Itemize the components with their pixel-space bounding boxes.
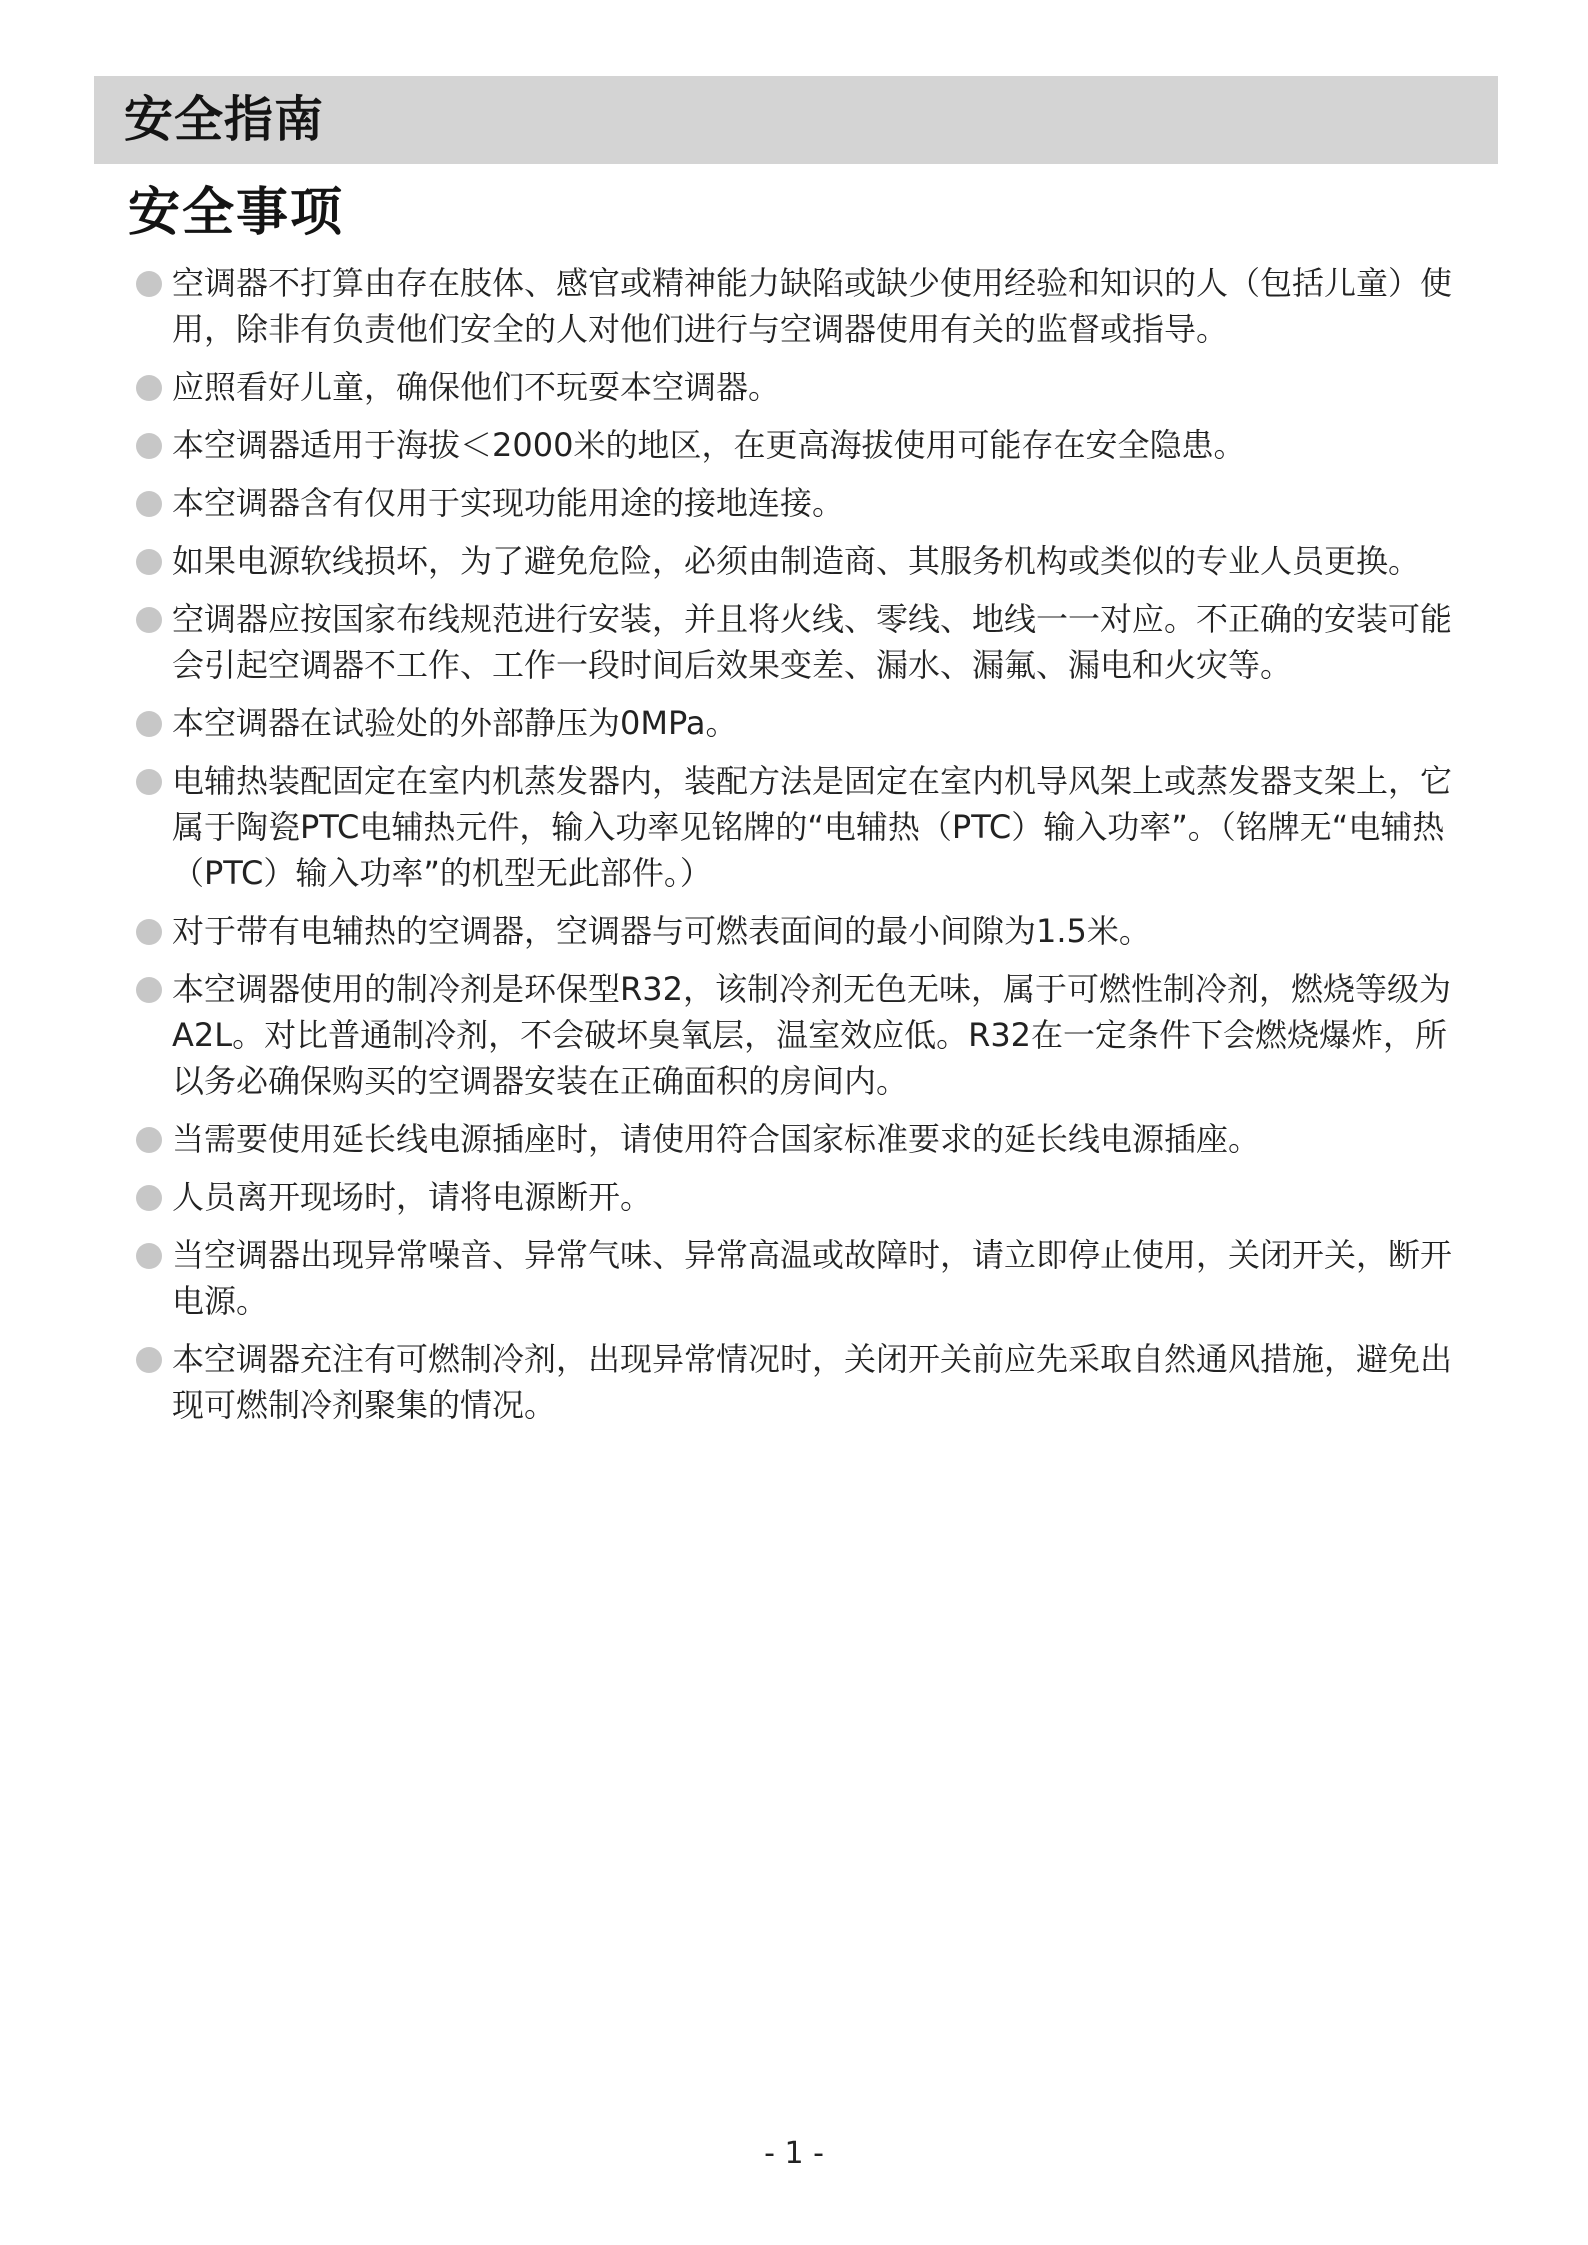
list-item bbox=[136, 700, 1476, 746]
list-item-text: 当空调器出现异常噪音、异常气味、异常高温或故障时，请立即停止使用，关闭开关，断开电源。 bbox=[172, 1236, 1453, 1320]
list-item bbox=[136, 758, 1476, 896]
list-item-text: 应照看好儿童，确保他们不玩耍本空调器。 bbox=[172, 368, 781, 406]
bullet-icon bbox=[136, 769, 162, 795]
bullet-icon bbox=[136, 607, 162, 633]
bullet-icon bbox=[136, 375, 162, 401]
list-item bbox=[136, 260, 1476, 352]
list-item-text: 当需要使用延长线电源插座时，请使用符合国家标准要求的延长线电源插座。 bbox=[172, 1120, 1261, 1158]
list-item-text: 本空调器在试验处的外部静压为0MPa。 bbox=[172, 704, 738, 742]
list-item bbox=[136, 1336, 1476, 1428]
list-item bbox=[136, 1174, 1476, 1220]
list-item bbox=[136, 1116, 1476, 1162]
list-item bbox=[136, 966, 1476, 1104]
list-item bbox=[136, 364, 1476, 410]
safety-items-list bbox=[136, 260, 1476, 1440]
list-item-text: 电辅热装配固定在室内机蒸发器内，装配方法是固定在室内机导风架上或蒸发器支架上，它属于陶瓷PTC电辅热元件，输入功率见铭牌的“电辅热（PTC）输入功率”。（铭牌无“电辅热（PTC）输入功率”的机型无此部件。） bbox=[172, 762, 1453, 892]
bullet-icon bbox=[136, 1127, 162, 1153]
list-item-text: 本空调器适用于海拔＜2000米的地区，在更高海拔使用可能存在安全隐患。 bbox=[172, 426, 1246, 464]
bullet-icon bbox=[136, 1243, 162, 1269]
header-title: 安全指南 bbox=[124, 91, 325, 148]
list-item-text: 对于带有电辅热的空调器，空调器与可燃表面间的最小间隙为1.5米。 bbox=[172, 912, 1151, 950]
list-item bbox=[136, 422, 1476, 468]
list-item bbox=[136, 908, 1476, 954]
bullet-icon bbox=[136, 919, 162, 945]
bullet-icon bbox=[136, 271, 162, 297]
list-item-text: 空调器应按国家布线规范进行安装，并且将火线、零线、地线一一对应。不正确的安装可能会引起空调器不工作、工作一段时间后效果变差、漏水、漏氟、漏电和火灾等。 bbox=[172, 600, 1453, 684]
list-item bbox=[136, 596, 1476, 688]
section-title: 安全事项 bbox=[128, 183, 345, 243]
bullet-icon bbox=[136, 711, 162, 737]
header-bar bbox=[94, 76, 1498, 164]
list-item bbox=[136, 480, 1476, 526]
bullet-icon bbox=[136, 433, 162, 459]
bullet-icon bbox=[136, 549, 162, 575]
list-item-text: 本空调器充注有可燃制冷剂，出现异常情况时，关闭开关前应先采取自然通风措施，避免出现可燃制冷剂聚集的情况。 bbox=[172, 1340, 1453, 1424]
bullet-icon bbox=[136, 1185, 162, 1211]
list-item-text: 如果电源软线损坏，为了避免危险，必须由制造商、其服务机构或类似的专业人员更换。 bbox=[172, 542, 1421, 580]
bullet-icon bbox=[136, 491, 162, 517]
list-item-text: 空调器不打算由存在肢体、感官或精神能力缺陷或缺少使用经验和知识的人（包括儿童）使用，除非有负责他们安全的人对他们进行与空调器使用有关的监督或指导。 bbox=[172, 264, 1453, 348]
list-item-text: 本空调器使用的制冷剂是环保型R32，该制冷剂无色无味，属于可燃性制冷剂，燃烧等级为A2L。对比普通制冷剂，不会破坏臭氧层，温室效应低。R32在一定条件下会燃烧爆炸，所以务必确保购买的空调器安装在正确面积的房间内。 bbox=[172, 970, 1451, 1100]
list-item bbox=[136, 1232, 1476, 1324]
page-number: - 1 - bbox=[764, 2136, 824, 2171]
list-item-text: 本空调器含有仅用于实现功能用途的接地连接。 bbox=[172, 484, 845, 522]
bullet-icon bbox=[136, 977, 162, 1003]
list-item-text: 人员离开现场时，请将电源断开。 bbox=[172, 1178, 653, 1216]
list-item bbox=[136, 538, 1476, 584]
bullet-icon bbox=[136, 1347, 162, 1373]
